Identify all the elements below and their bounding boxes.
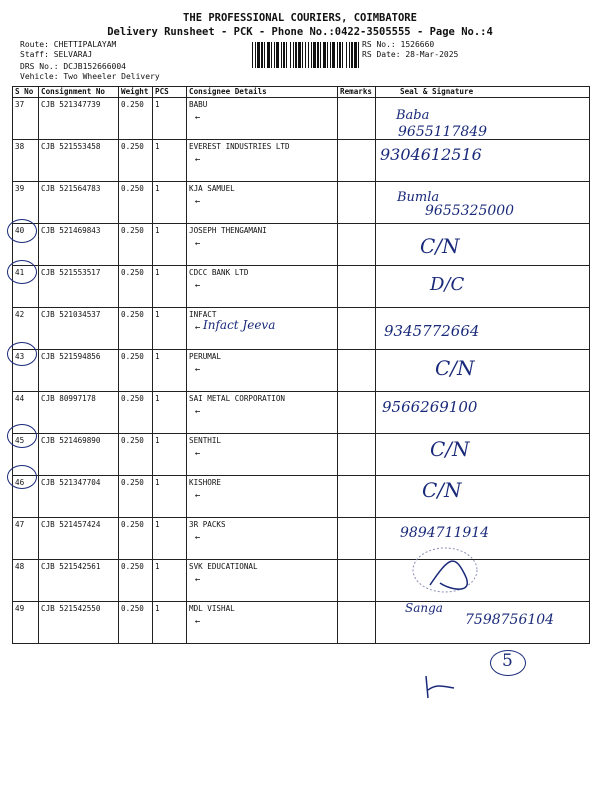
hw-phone-37: 9655117849 bbox=[398, 124, 488, 140]
weight-cell bbox=[119, 434, 153, 476]
pen-tick-icon: ← bbox=[195, 407, 201, 417]
consignee-cell-text: MDL VISHAL bbox=[189, 604, 235, 613]
weight-cell-text: 0.250 bbox=[121, 310, 144, 319]
pen-tick-icon: ← bbox=[195, 533, 201, 543]
sno-cell-text: 40 bbox=[15, 226, 25, 235]
pen-tick-icon: ← bbox=[195, 365, 201, 375]
weight-cell-text: 0.250 bbox=[121, 520, 144, 529]
consignee-cell bbox=[187, 98, 338, 140]
weight-cell bbox=[119, 308, 153, 350]
pcs-cell bbox=[153, 140, 187, 182]
consignment-cell bbox=[39, 392, 119, 434]
pcs-cell-text: 1 bbox=[155, 184, 160, 193]
consignment-cell bbox=[39, 182, 119, 224]
pen-tick-icon: ← bbox=[195, 239, 201, 249]
hw-cn-46: C/N bbox=[422, 478, 462, 502]
weight-cell-text: 0.250 bbox=[121, 268, 144, 277]
consignment-cell bbox=[39, 518, 119, 560]
pcs-cell bbox=[153, 560, 187, 602]
hw-dc-41: D/C bbox=[430, 274, 465, 295]
weight-cell-text: 0.250 bbox=[121, 184, 144, 193]
weight-cell-text: 0.250 bbox=[121, 604, 144, 613]
pen-tick-icon: ← bbox=[195, 617, 201, 627]
drs-number: DRS No.: DCJB152666004 bbox=[20, 62, 126, 71]
col-weight: Weight bbox=[119, 87, 153, 98]
staff: Staff: SELVARAJ bbox=[20, 50, 93, 59]
consignee-cell-text: EVEREST INDUSTRIES LTD bbox=[189, 142, 290, 151]
remarks-cell bbox=[338, 224, 376, 266]
rs-date: RS Date: 28-Mar-2025 bbox=[362, 50, 459, 59]
consignee-cell-text: KISHORE bbox=[189, 478, 222, 487]
pcs-cell bbox=[153, 602, 187, 644]
consignment-cell-text: CJB 521034537 bbox=[41, 310, 101, 319]
signature-cell bbox=[376, 266, 590, 308]
consignee-cell bbox=[187, 476, 338, 518]
weight-cell-text: 0.250 bbox=[121, 478, 144, 487]
consignee-cell bbox=[187, 392, 338, 434]
remarks-cell bbox=[338, 98, 376, 140]
sno-cell-text: 48 bbox=[15, 562, 25, 571]
sno-cell-text: 47 bbox=[15, 520, 25, 529]
consignee-cell bbox=[187, 350, 338, 392]
pcs-cell bbox=[153, 518, 187, 560]
pen-tick-icon: ← bbox=[195, 197, 201, 207]
consignee-cell-text: KJA SAMUEL bbox=[189, 184, 235, 193]
sno-cell-text: 45 bbox=[15, 436, 25, 445]
signature-cell bbox=[376, 434, 590, 476]
pcs-cell bbox=[153, 224, 187, 266]
seal-stamp bbox=[410, 545, 480, 595]
consignee-cell bbox=[187, 182, 338, 224]
consignee-cell bbox=[187, 224, 338, 266]
consignee-cell bbox=[187, 266, 338, 308]
sno-cell bbox=[13, 98, 39, 140]
weight-cell bbox=[119, 224, 153, 266]
pcs-cell bbox=[153, 266, 187, 308]
pcs-cell bbox=[153, 392, 187, 434]
pcs-cell-text: 1 bbox=[155, 436, 160, 445]
pcs-cell-text: 1 bbox=[155, 394, 160, 403]
consignee-cell-text: JOSEPH THENGAMANI bbox=[189, 226, 267, 235]
consignment-cell-text: CJB 521347704 bbox=[41, 478, 101, 487]
meta-left bbox=[20, 40, 160, 82]
consignee-cell-text: SVK EDUCATIONAL bbox=[189, 562, 258, 571]
consignment-cell-text: CJB 80997178 bbox=[41, 394, 96, 403]
signature-cell bbox=[376, 560, 590, 602]
consignment-cell-text: CJB 521457424 bbox=[41, 520, 101, 529]
weight-cell bbox=[119, 602, 153, 644]
sno-cell-text: 49 bbox=[15, 604, 25, 613]
initial-mark bbox=[420, 672, 460, 700]
sno-cell-text: 38 bbox=[15, 142, 25, 151]
sno-cell bbox=[13, 560, 39, 602]
hw-signature-39: Bumla bbox=[397, 190, 440, 205]
hw-cn-40: C/N bbox=[420, 234, 460, 258]
consignee-cell-text: SENTHIL bbox=[189, 436, 222, 445]
pcs-cell-text: 1 bbox=[155, 352, 160, 361]
col-signature: Seal & Signature bbox=[376, 87, 590, 98]
remarks-cell bbox=[338, 266, 376, 308]
sno-cell-text: 41 bbox=[15, 268, 25, 277]
remarks-cell bbox=[338, 140, 376, 182]
sno-cell-text: 43 bbox=[15, 352, 25, 361]
consignment-cell-text: CJB 521553517 bbox=[41, 268, 101, 277]
weight-cell bbox=[119, 98, 153, 140]
remarks-cell bbox=[338, 392, 376, 434]
pcs-cell-text: 1 bbox=[155, 478, 160, 487]
consignment-cell-text: CJB 521469890 bbox=[41, 436, 101, 445]
signature-cell bbox=[376, 476, 590, 518]
weight-cell bbox=[119, 350, 153, 392]
pcs-cell bbox=[153, 350, 187, 392]
weight-cell bbox=[119, 182, 153, 224]
pcs-cell-text: 1 bbox=[155, 100, 160, 109]
consignment-cell bbox=[39, 476, 119, 518]
consignment-cell bbox=[39, 308, 119, 350]
pen-tick-icon: ← bbox=[195, 281, 201, 291]
col-consignment: Consignment No bbox=[39, 87, 119, 98]
weight-cell-text: 0.250 bbox=[121, 562, 144, 571]
weight-cell bbox=[119, 518, 153, 560]
circle-sno-41 bbox=[7, 260, 37, 284]
circle-sno-46 bbox=[7, 465, 37, 489]
consignment-cell-text: CJB 521542550 bbox=[41, 604, 101, 613]
pcs-cell-text: 1 bbox=[155, 310, 160, 319]
runsheet-table bbox=[12, 86, 590, 644]
table-row bbox=[13, 518, 590, 560]
table-row bbox=[13, 434, 590, 476]
consignee-cell bbox=[187, 518, 338, 560]
consignment-cell bbox=[39, 224, 119, 266]
hw-note-42: Infact Jeeva bbox=[203, 318, 276, 332]
weight-cell-text: 0.250 bbox=[121, 436, 144, 445]
weight-cell-text: 0.250 bbox=[121, 142, 144, 151]
sno-cell bbox=[13, 182, 39, 224]
consignee-cell bbox=[187, 560, 338, 602]
remarks-cell bbox=[338, 350, 376, 392]
remarks-cell bbox=[338, 518, 376, 560]
consignee-cell-text: PERUMAL bbox=[189, 352, 222, 361]
hw-phone-47: 9894711914 bbox=[400, 525, 490, 541]
hw-phone-38: 9304612516 bbox=[380, 145, 482, 164]
consignment-cell-text: CJB 521564783 bbox=[41, 184, 101, 193]
route: Route: CHETTIPALAYAM bbox=[20, 40, 117, 49]
pen-tick-icon: ← bbox=[195, 113, 201, 123]
consignment-cell-text: CJB 521347739 bbox=[41, 100, 101, 109]
remarks-cell bbox=[338, 434, 376, 476]
pcs-cell-text: 1 bbox=[155, 520, 160, 529]
consignment-cell bbox=[39, 266, 119, 308]
vehicle: Vehicle: Two Wheeler Delivery bbox=[20, 72, 160, 81]
consignment-cell bbox=[39, 602, 119, 644]
pcs-cell-text: 1 bbox=[155, 604, 160, 613]
sno-cell bbox=[13, 140, 39, 182]
table-row bbox=[13, 266, 590, 308]
remarks-cell bbox=[338, 476, 376, 518]
pen-tick-icon: ← bbox=[195, 575, 201, 585]
consignee-cell bbox=[187, 140, 338, 182]
table-row bbox=[13, 98, 590, 140]
barcode bbox=[252, 42, 362, 68]
remarks-cell bbox=[338, 560, 376, 602]
rs-number: RS No.: 1526660 bbox=[362, 40, 435, 49]
consignment-cell bbox=[39, 434, 119, 476]
pcs-cell bbox=[153, 434, 187, 476]
sno-cell-text: 44 bbox=[15, 394, 25, 403]
col-consignee: Consignee Details bbox=[187, 87, 338, 98]
company-title: THE PROFESSIONAL COURIERS, COIMBATORE bbox=[183, 12, 417, 24]
hw-cn-43: C/N bbox=[435, 356, 475, 380]
sno-cell bbox=[13, 518, 39, 560]
hw-signature-49: Sanga bbox=[405, 601, 443, 615]
hw-phone-39: 9655325000 bbox=[425, 203, 515, 219]
col-sno: S No bbox=[13, 87, 39, 98]
weight-cell-text: 0.250 bbox=[121, 352, 144, 361]
consignee-cell-text: CDCC BANK LTD bbox=[189, 268, 249, 277]
remarks-cell bbox=[338, 182, 376, 224]
consignee-cell-text: BABU bbox=[189, 100, 208, 109]
weight-cell bbox=[119, 560, 153, 602]
runsheet-subtitle: Delivery Runsheet - PCK - Phone No.:0422-3505555 - Page No.:4 bbox=[107, 26, 493, 38]
table-row bbox=[13, 224, 590, 266]
pcs-cell-text: 1 bbox=[155, 226, 160, 235]
consignment-cell bbox=[39, 140, 119, 182]
pcs-cell bbox=[153, 182, 187, 224]
table-row bbox=[13, 308, 590, 350]
table-row bbox=[13, 476, 590, 518]
consignment-cell bbox=[39, 350, 119, 392]
signature-cell bbox=[376, 350, 590, 392]
sno-cell-text: 37 bbox=[15, 100, 25, 109]
sno-cell bbox=[13, 602, 39, 644]
hw-cn-45: C/N bbox=[430, 437, 470, 461]
pcs-cell-text: 1 bbox=[155, 268, 160, 277]
pen-tick-icon: ← bbox=[195, 323, 201, 333]
meta-right bbox=[362, 40, 458, 60]
signature-cell bbox=[376, 224, 590, 266]
circle-sno-40 bbox=[7, 219, 37, 243]
table-header bbox=[13, 87, 590, 98]
sno-cell-text: 46 bbox=[15, 478, 25, 487]
hw-phone-49: 7598756104 bbox=[465, 612, 555, 628]
table-row bbox=[13, 392, 590, 434]
weight-cell-text: 0.250 bbox=[121, 394, 144, 403]
hw-signature-37: Baba bbox=[396, 108, 430, 123]
table-row bbox=[13, 560, 590, 602]
remarks-cell bbox=[338, 308, 376, 350]
consignee-cell-text: 3R PACKS bbox=[189, 520, 226, 529]
pcs-cell bbox=[153, 98, 187, 140]
weight-cell bbox=[119, 476, 153, 518]
pcs-cell bbox=[153, 308, 187, 350]
sno-cell-text: 42 bbox=[15, 310, 25, 319]
consignment-cell bbox=[39, 560, 119, 602]
pen-tick-icon: ← bbox=[195, 155, 201, 165]
pen-tick-icon: ← bbox=[195, 491, 201, 501]
hw-phone-42: 9345772664 bbox=[384, 322, 480, 340]
weight-cell bbox=[119, 140, 153, 182]
consignment-cell-text: CJB 521594856 bbox=[41, 352, 101, 361]
consignment-cell-text: CJB 521469843 bbox=[41, 226, 101, 235]
weight-cell bbox=[119, 266, 153, 308]
table-row bbox=[13, 350, 590, 392]
col-remarks: Remarks bbox=[338, 87, 376, 98]
pcs-cell-text: 1 bbox=[155, 562, 160, 571]
weight-cell-text: 0.250 bbox=[121, 100, 144, 109]
sno-cell-text: 39 bbox=[15, 184, 25, 193]
hw-total-count: 5 bbox=[502, 651, 513, 671]
consignee-cell-text: INFACT bbox=[189, 310, 217, 319]
weight-cell bbox=[119, 392, 153, 434]
table-row bbox=[13, 140, 590, 182]
consignee-cell bbox=[187, 602, 338, 644]
pcs-cell bbox=[153, 476, 187, 518]
col-pcs: PCS bbox=[153, 87, 187, 98]
remarks-cell bbox=[338, 602, 376, 644]
consignment-cell bbox=[39, 98, 119, 140]
weight-cell-text: 0.250 bbox=[121, 226, 144, 235]
pcs-cell-text: 1 bbox=[155, 142, 160, 151]
circle-sno-45 bbox=[7, 424, 37, 448]
hw-phone-44: 9566269100 bbox=[382, 398, 478, 416]
consignment-cell-text: CJB 521542561 bbox=[41, 562, 101, 571]
consignee-cell bbox=[187, 434, 338, 476]
consignment-cell-text: CJB 521553458 bbox=[41, 142, 101, 151]
pen-tick-icon: ← bbox=[195, 449, 201, 459]
circle-sno-43 bbox=[7, 342, 37, 366]
consignee-cell-text: SAI METAL CORPORATION bbox=[189, 394, 286, 403]
